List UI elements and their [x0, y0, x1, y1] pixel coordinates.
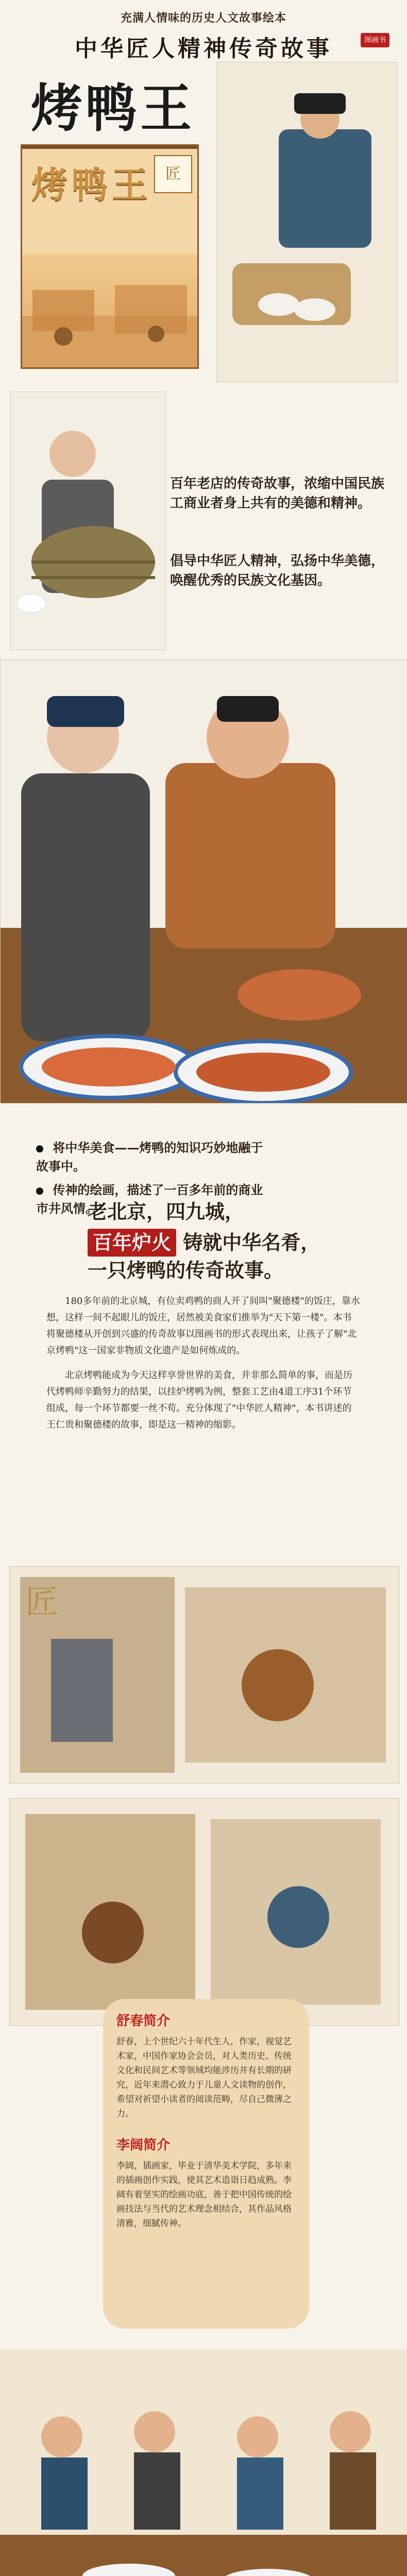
bullet-text: 传神的绘画，描述了一百多年前的商业市井风情。 [36, 1182, 263, 1216]
slogan-line-3: 一只烤鸭的传奇故事。 [88, 1259, 284, 1282]
slogan-highlight: 百年炉火 [88, 1229, 176, 1257]
cover-title: 烤鸭王 [31, 163, 152, 206]
author-text: 舒春，上个世纪六十年代生人，作家，视觉艺术家，中国作家协会会员，对人类历史、传统文化和民间艺术等领域均能涉历并有长期的研究，近年来潜心致力于儿童人文读物的创作，希望对祈望小读者的阅读范畴，尽自己微薄之力。 [116, 2037, 292, 2119]
basket-carrier-illustration [10, 392, 166, 650]
feature-paragraph-2: 倡导中华匠人精神，弘扬中华美德，唤醒优秀的民族文化基因。 [170, 553, 385, 588]
bottom-dining-scene-svg [0, 2349, 407, 2576]
description-paragraph-1: 180多年前的北京城，有位卖鸡鸭的商人开了间叫"聚德楼"的饭庄，靠水想，这样一间不起眼儿的饭庄，居然被美食家们推举为"天下第一楼"。本书将聚德楼从开创到兴盛的传奇故事以图画书的形式表现出来，让孩子了解"北京烤鸭"这一国家非物质文化遗产是如何炼成的。 [46, 1296, 360, 1356]
slogan-line-2-rest: 铸就中华名肴， [183, 1231, 320, 1254]
creator-bio-card [103, 1999, 309, 2329]
chef-carving-duck-illustration [0, 659, 407, 1104]
illustrator-heading: 李阔简介 [116, 2138, 171, 2153]
interior-spread-2 [9, 1798, 399, 2026]
basket-carrier-svg [11, 392, 165, 650]
bullet-item [36, 1139, 273, 1176]
series-title: 中华匠人精神传奇故事 [75, 36, 332, 62]
chef-carving-svg [1, 660, 407, 1103]
illustrator-text: 李阔，插画家，毕业于清华美术学院，多年来的插画创作实践，使其艺术造诣日趋成熟。李阔有着坚实的绘画功底，善于把中国传统的绘画技法与当代的艺术理念相结合，其作品风格清雅，细腻传神。 [116, 2161, 292, 2229]
series-badge: 图画书 [361, 33, 389, 47]
slogan-line-1: 老北京，四九城， [88, 1200, 245, 1223]
book-title: 烤鸭王 [31, 78, 195, 139]
slogan-line-2 [88, 1229, 355, 1257]
book-cover [21, 144, 199, 369]
tagline: 充满人情味的历史人文故事绘本 [120, 11, 286, 25]
cover-stamp: 匠 [154, 155, 192, 193]
author-heading: 舒春简介 [116, 2013, 171, 2029]
bottom-dining-scene [0, 2349, 407, 2576]
cover-scene-illustration [22, 254, 197, 367]
interior-spread-2-svg [10, 1799, 399, 2025]
description-paragraph-2: 北京烤鸭能成为今天这样享誉世界的美食，并非那么简单的事，而是历代烤鸭师辛勤努力的结果，以挂炉烤鸭为例，整套工艺由4道工序31个环节组成，每一个环节都要一丝不苟。充分体现了"中华匠人精神"，本书讲述的王仁贵和聚德楼的故事，即是这一精神的缩影。 [46, 1370, 352, 1430]
feature-paragraph-1: 百年老店的传奇故事，浓缩中国民族工商业者身上共有的美德和精神。 [170, 476, 385, 511]
slogan [88, 1198, 355, 1284]
interior-spread-1-svg [10, 1567, 399, 1783]
cook-hanging-duck-svg [217, 62, 397, 382]
bullet-text: 将中华美食——烤鸭的知识巧妙地融于故事中。 [36, 1140, 263, 1174]
bullet-dot-icon [36, 1188, 43, 1195]
bullet-dot-icon [36, 1145, 43, 1153]
book-description [46, 1293, 361, 1442]
svg-text:匠: 匠 [25, 1583, 58, 1621]
interior-spread-1 [9, 1566, 399, 1784]
cook-hanging-duck-illustration [216, 62, 398, 382]
cover-scene-svg [22, 254, 197, 367]
